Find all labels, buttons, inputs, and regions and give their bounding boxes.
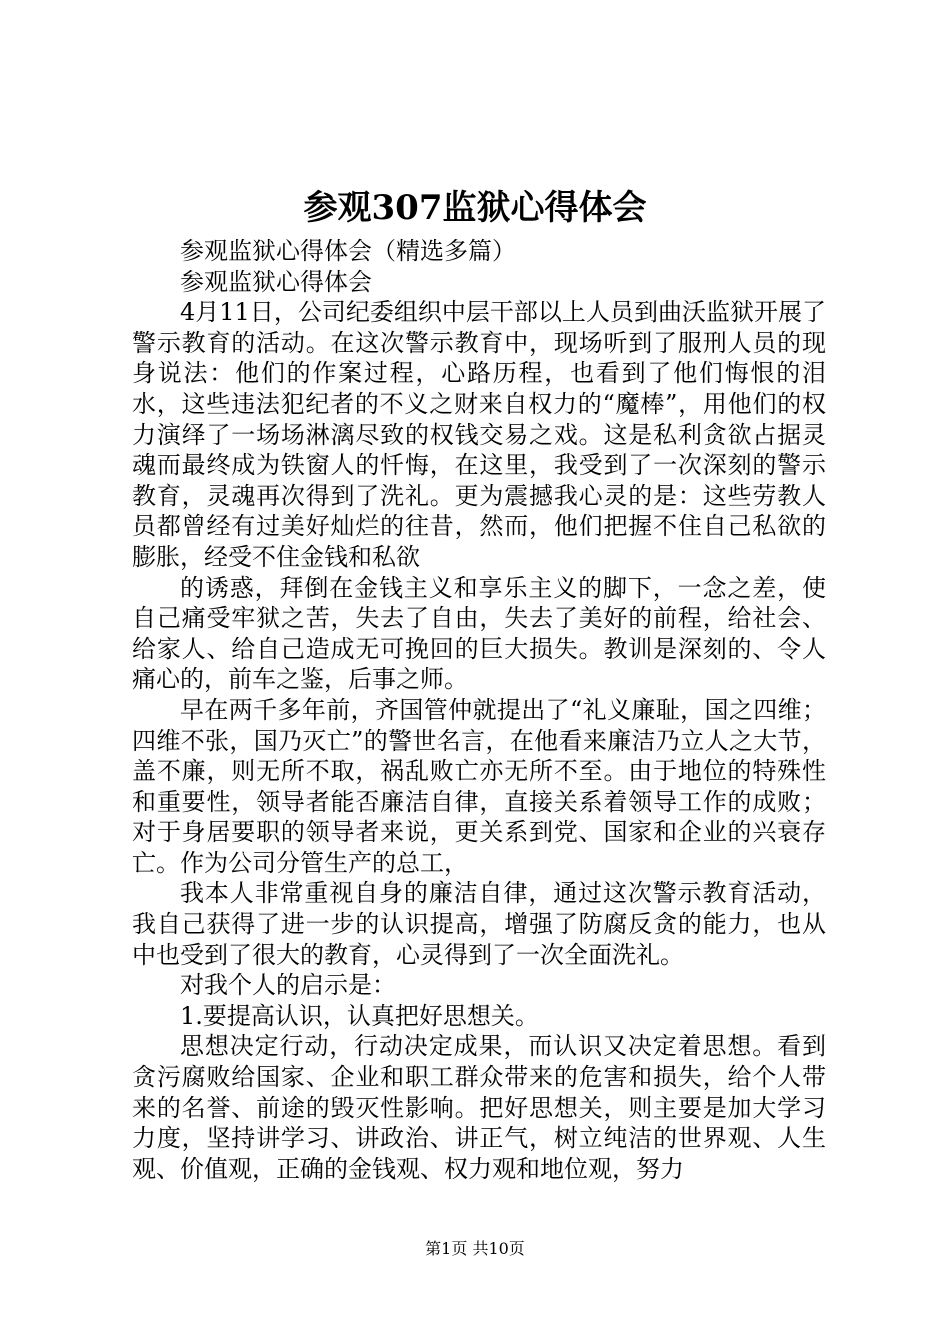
- paragraph: 1.要提高认识，认真把好思想关。: [180, 1001, 539, 1030]
- document-title: 参观307监狱心得体会: [303, 188, 647, 228]
- document-body: [132, 236, 826, 1184]
- paragraph: 思想决定行动，行动决定成果，而认识又决定着思想。看到贪污腐败给国家、企业和职工群众带来的危害和损失，给个人带来的名誉、前途的毁灭性影响。把好思想关，则主要是加大学习力度，坚持讲学习、讲政治、讲正气，树立纯洁的世界观、人生观、价值观，正确的金钱观、权力观和地位观，努力: [132, 1032, 826, 1183]
- paragraph: 我本人非常重视自身的廉洁自律，通过这次警示教育活动，我自己获得了进一步的认识提高，增强了防腐反贪的能力，也从中也受到了很大的教育，心灵得到了一次全面洗礼。: [132, 879, 826, 969]
- page-number-footer: 第1页 共10页: [425, 1239, 525, 1258]
- paragraph: 对我个人的启示是：: [180, 971, 396, 1000]
- paragraph: 4月11日，公司纪委组织中层干部以上人员到曲沃监狱开展了警示教育的活动。在这次警示教育中，现场听到了服刑人员的现身说法：他们的作案过程，心路历程，也看到了他们悔恨的泪水，这些违法犯纪者的不义之财来自权力的“魔棒”，用他们的权力演绎了一场场淋漓尽致的权钱交易之戏。这是私利贪欲占据灵魂而最终成为铁窗人的忏悔，在这里，我受到了一次深刻的警示教育，灵魂再次得到了洗礼。更为震撼我心灵的是：这些劳教人员都曾经有过美好灿烂的往昔，然而，他们把握不住自己私欲的膨胀，经受不住金钱和私欲: [132, 298, 826, 571]
- paragraph: 早在两千多年前，齐国管仲就提出了“礼义廉耻，国之四维；四维不张，国乃灭亡”的警世名言，在他看来廉洁乃立人之大节，盖不廉，则无所不取，祸乱败亡亦无所不至。由于地位的特殊性和重要性，领导者能否廉洁自律，直接关系着领导工作的成败；对于身居要职的领导者来说，更关系到党、国家和企业的兴衰存亡。作为公司分管生产的总工，: [132, 695, 826, 877]
- paragraph: 参观监狱心得体会: [180, 267, 372, 296]
- paragraph: 的诱惑，拜倒在金钱主义和享乐主义的脚下，一念之差，使自己痛受牢狱之苦，失去了自由，失去了美好的前程，给社会、给家人、给自己造成无可挽回的巨大损失。教训是深刻的、令人痛心的，前车之鉴，后事之师。: [132, 573, 826, 694]
- paragraph: 参观监狱心得体会（精选多篇）: [180, 237, 516, 265]
